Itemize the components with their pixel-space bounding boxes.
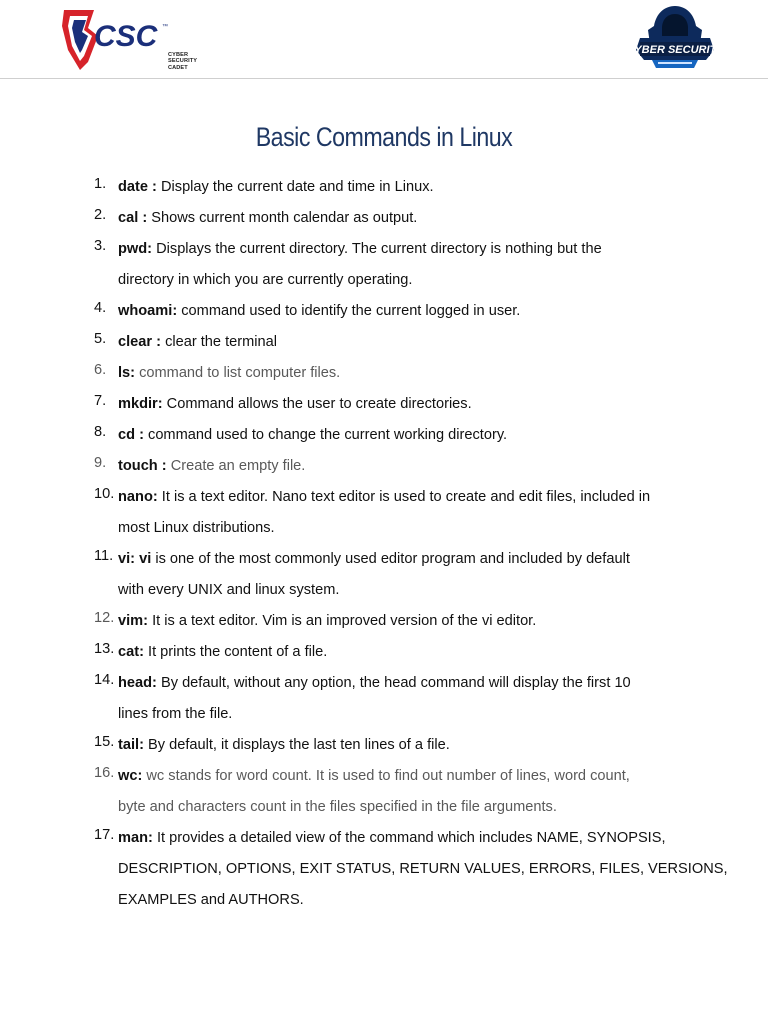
command-list-item	[94, 176, 694, 207]
command-name: man:	[118, 830, 153, 846]
command-description: command used to change the current working directory.	[148, 427, 508, 443]
command-description: vi is one of the most commonly used editor program and included by default	[139, 551, 630, 567]
command-description: byte and characters count in the files specified in the file arguments.	[118, 799, 557, 815]
command-list-item	[94, 207, 694, 238]
list-item-line	[118, 827, 694, 858]
command-name: vim:	[118, 613, 149, 629]
list-item-line	[118, 889, 694, 920]
command-description: clear the terminal	[165, 334, 277, 350]
list-item-line	[118, 331, 694, 362]
list-item-line	[118, 765, 694, 796]
command-description: with every UNIX and linux system.	[118, 582, 340, 598]
command-description: directory in which you are currently operating.	[118, 272, 413, 288]
command-description: Create an empty file.	[170, 458, 306, 474]
command-name: touch :	[118, 458, 167, 474]
command-description: By default, it displays the last ten lines of a file.	[148, 737, 450, 753]
command-list-item	[94, 765, 694, 827]
command-list-item	[94, 300, 694, 331]
command-name: wc:	[118, 768, 143, 784]
command-name: pwd:	[118, 241, 153, 257]
list-item-line	[118, 548, 694, 579]
command-description: EXAMPLES and AUTHORS.	[118, 892, 304, 908]
list-item-line	[118, 207, 694, 238]
command-list-item	[94, 548, 694, 610]
list-item-line	[118, 641, 694, 672]
command-description: It is a text editor. Nano text editor is used to create and edit files, included in	[161, 489, 651, 505]
command-name: ls:	[118, 365, 136, 381]
list-item-number: 3.	[94, 238, 107, 254]
document-title: Basic Commands in Linux	[255, 122, 513, 152]
list-item-number: 14.	[94, 672, 115, 688]
command-name: vi:	[118, 551, 136, 567]
command-description: It prints the content of a file.	[148, 644, 328, 660]
list-item-number: 15.	[94, 734, 115, 750]
command-list	[94, 176, 728, 920]
page-header	[0, 0, 768, 79]
command-list-item	[94, 331, 694, 362]
command-list-item	[94, 455, 694, 486]
command-list-item	[94, 424, 694, 455]
command-name: cd :	[118, 427, 144, 443]
command-list-item	[94, 362, 694, 393]
command-list-item	[94, 734, 694, 765]
command-list-item	[94, 393, 694, 424]
list-item-number: 17.	[94, 827, 115, 843]
list-item-line	[118, 362, 694, 393]
command-description: command used to identify the current logged in user.	[181, 303, 521, 319]
list-item-line	[118, 238, 694, 269]
header-divider	[0, 78, 768, 79]
list-item-line	[118, 176, 694, 207]
csc-logo-text: CSC	[94, 20, 158, 53]
command-description: By default, without any option, the head command will display the first 10	[160, 675, 631, 691]
cyber-security-logo	[626, 4, 724, 74]
command-description: wc stands for word count. It is used to find out number of lines, word count,	[146, 768, 630, 784]
command-name: cat:	[118, 644, 144, 660]
command-name: date :	[118, 179, 157, 195]
list-item-line	[118, 486, 694, 517]
list-item-number: 5.	[94, 331, 107, 347]
command-description: lines from the file.	[118, 706, 233, 722]
list-item-line	[118, 455, 694, 486]
command-description: Display the current date and time in Linux.	[160, 179, 434, 195]
list-item-line	[118, 703, 694, 734]
list-item-number: 2.	[94, 207, 107, 223]
command-list-item	[94, 672, 694, 734]
command-name: tail:	[118, 737, 144, 753]
command-name: whoami:	[118, 303, 178, 319]
list-item-line	[118, 393, 694, 424]
list-item-line	[118, 269, 694, 300]
command-name-inline: vi	[139, 551, 152, 567]
command-list-item	[94, 610, 694, 641]
command-name: cal :	[118, 210, 148, 226]
hooded-hacker-icon	[626, 4, 724, 74]
cyber-logo-text: CYBER SECURITY	[626, 44, 724, 56]
command-description: most Linux distributions.	[118, 520, 275, 536]
command-description: command to list computer files.	[139, 365, 341, 381]
list-item-line	[118, 734, 694, 765]
list-item-number: 11.	[94, 548, 114, 564]
list-item-number: 13.	[94, 641, 115, 657]
command-list-item	[94, 486, 694, 548]
list-item-number: 7.	[94, 393, 107, 409]
list-item-line	[118, 858, 728, 889]
command-name: clear :	[118, 334, 161, 350]
command-description: It is a text editor. Vim is an improved version of the vi editor.	[152, 613, 537, 629]
list-item-number: 8.	[94, 424, 107, 440]
list-item-number: 4.	[94, 300, 107, 316]
command-name: mkdir:	[118, 396, 163, 412]
command-description: Command allows the user to create directories.	[166, 396, 472, 412]
list-item-line	[118, 610, 694, 641]
list-item-number: 1.	[94, 176, 107, 192]
svg-text:™: ™	[162, 24, 168, 30]
csc-tagline: CYBER SECURITY CADET	[168, 52, 198, 71]
list-item-number: 10.	[94, 486, 115, 502]
command-list-item	[94, 641, 694, 672]
list-item-line	[118, 672, 694, 703]
command-description: Shows current month calendar as output.	[151, 210, 418, 226]
command-description: Displays the current directory. The current directory is nothing but the	[156, 241, 602, 257]
command-description: DESCRIPTION, OPTIONS, EXIT STATUS, RETURN VALUES, ERRORS, FILES, VERSIONS,	[118, 861, 728, 877]
list-item-number: 16.	[94, 765, 115, 781]
list-item-line	[118, 517, 694, 548]
csc-logo	[58, 6, 198, 78]
command-list-item	[94, 238, 694, 300]
command-list-item	[94, 827, 728, 920]
list-item-line	[118, 796, 694, 827]
list-item-number: 9.	[94, 455, 107, 471]
command-name: nano:	[118, 489, 158, 505]
command-description: It provides a detailed view of the command which includes NAME, SYNOPSIS,	[156, 830, 666, 846]
list-item-number: 12.	[94, 610, 115, 626]
csc-shield-icon	[58, 6, 178, 78]
list-item-line	[118, 300, 694, 331]
list-item-number: 6.	[94, 362, 107, 378]
command-name: head:	[118, 675, 157, 691]
list-item-line	[118, 424, 694, 455]
list-item-line	[118, 579, 694, 610]
